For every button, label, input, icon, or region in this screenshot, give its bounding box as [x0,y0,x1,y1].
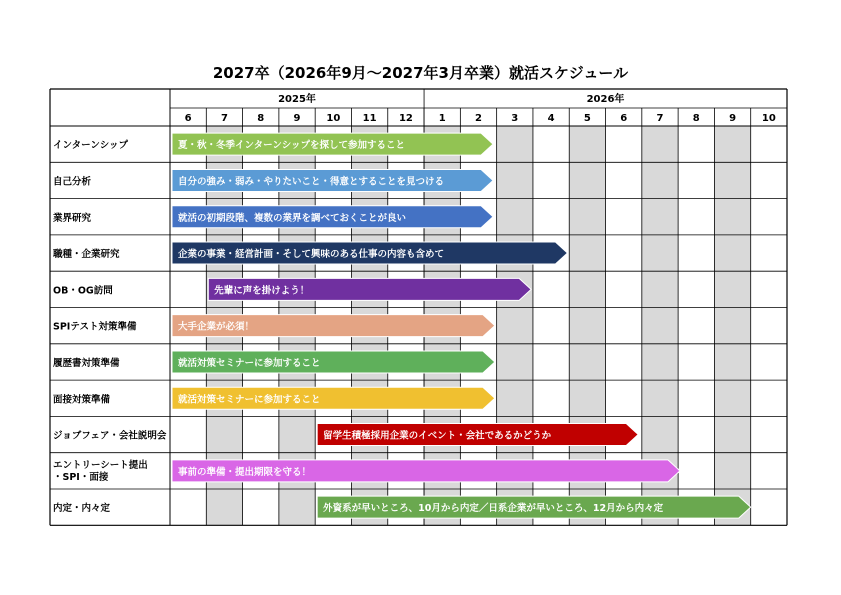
task-name: 自己分析 [53,176,92,188]
year-label: 2025年 [278,94,316,105]
task-bar-label: 就活対策セミナーに参加すること [178,357,321,369]
month-label: 7 [656,113,664,124]
chart-title: 2027卒（2026年9月～2027年3月卒業）就活スケジュール [212,64,629,82]
task-bar-label: 留学生積極採用企業のイベント・会社であるかどうか [323,430,552,442]
month-label: 12 [398,113,413,124]
month-label: 2 [475,113,482,124]
task-bar-label: 就活対策セミナーに参加すること [178,394,321,406]
task-bar-label: 大手企業が必須！ [178,321,255,333]
month-label: 1 [438,113,446,124]
month-label: 4 [547,113,555,124]
task-bar-label: 就活の初期段階、複数の業界を調べておくことが良い [178,212,407,224]
task-bar-label: 自分の強み・弱み・やりたいこと・得意とすることを見つける [178,176,445,188]
task-name: SPIテスト対策準備 [53,321,137,333]
month-label: 6 [620,113,628,124]
task-bar-label: 外資系が早いところ、10月から内定／日系企業が早いところ、12月から内々定 [323,503,664,515]
task-bar-label: 企業の事業・経営計画・そして興味のある仕事の内容も含めて [178,249,445,261]
task-name: 面接対策準備 [53,394,111,406]
task-name: ジョブフェア・会社説明会 [53,430,167,442]
task-bar-label: 事前の準備・提出期限を守る！ [178,466,312,478]
month-label: 8 [257,113,265,124]
month-label: 9 [293,113,301,124]
month-label: 6 [184,113,192,124]
task-name: 業界研究 [53,212,92,224]
task-bar-label: 夏・秋・冬季インターンシップを探して参加すること [178,140,406,152]
task-bar-label: 先輩に声を掛けよう！ [214,285,310,297]
month-label: 3 [511,113,519,124]
task-name: インターンシップ [53,140,129,152]
month-label: 11 [362,113,377,124]
task-name: 履歴書対策準備 [53,357,120,369]
task-name: 内定・内々定 [53,503,111,515]
month-label: 5 [583,113,591,124]
month-label: 9 [729,113,737,124]
month-label: 10 [761,113,776,124]
year-label: 2026年 [586,94,625,105]
task-name: エントリーシート提出 [53,459,148,471]
month-label: 8 [692,113,700,124]
shaded-month-column [714,126,750,525]
task-name: ・SPI・面接 [53,471,109,483]
task-name: 職種・企業研究 [53,249,120,261]
month-label: 7 [220,113,228,124]
month-label: 10 [326,113,341,124]
task-name: OB・OG訪問 [53,285,113,297]
